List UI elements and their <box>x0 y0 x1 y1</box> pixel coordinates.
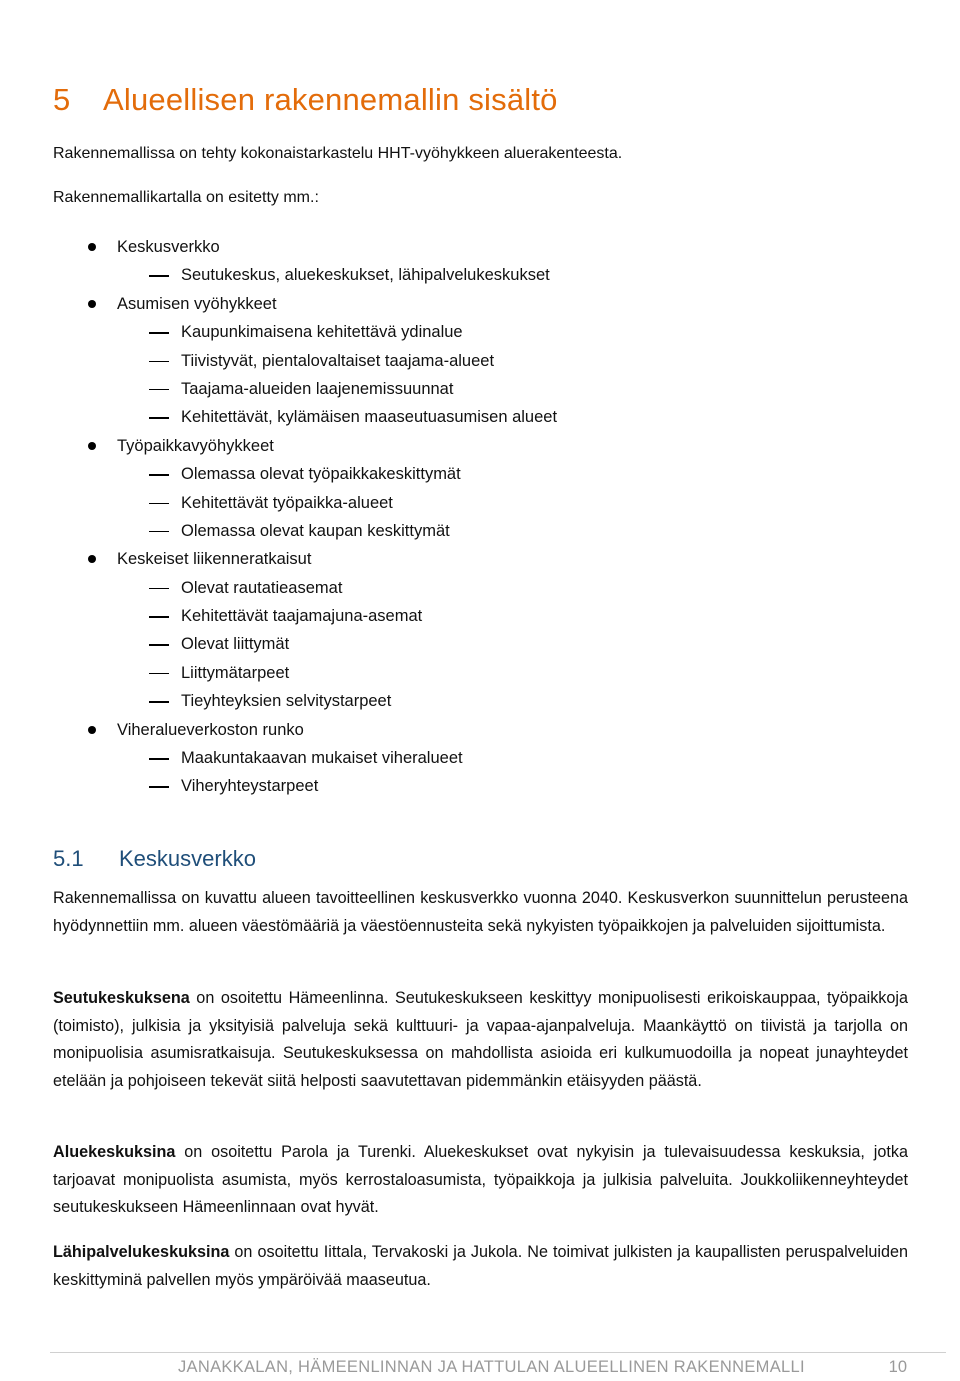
dash-icon <box>149 474 169 476</box>
sub-list-item: Maakuntakaavan mukaiset viheralueet <box>53 744 908 772</box>
section-heading <box>53 82 558 118</box>
bullet-icon <box>88 555 96 563</box>
dash-icon <box>149 644 169 646</box>
dash-icon <box>149 417 169 419</box>
page-number: 10 <box>888 1358 907 1376</box>
section-number: 5 <box>53 82 71 117</box>
list-item: Työpaikkavyöhykkeet <box>53 432 908 460</box>
section-title: Alueellisen rakennemallin sisältö <box>103 82 558 117</box>
dash-icon <box>149 616 169 618</box>
sub-list-item: Kehitettävät taajamajuna-asemat <box>53 602 908 630</box>
bullet-icon <box>88 243 96 251</box>
subsection-number: 5.1 <box>53 846 84 871</box>
term-aluekeskus: Aluekeskuksina <box>53 1143 176 1161</box>
sub-list-item: Kehitettävät työpaikka-alueet <box>53 489 908 517</box>
intro-paragraph-2: Rakennemallikartalla on esitetty mm.: <box>53 189 319 206</box>
bullet-icon <box>88 442 96 450</box>
dash-icon <box>149 531 169 533</box>
dash-icon <box>149 275 169 277</box>
subsection-title: Keskusverkko <box>119 846 256 871</box>
list-item: Keskeiset liikenneratkaisut <box>53 545 908 573</box>
sub-list-item: Seutukeskus, aluekeskukset, lähipalvelukeskukset <box>53 261 908 289</box>
sub-list-item: Tieyhteyksien selvitystarpeet <box>53 687 908 715</box>
subsection-heading <box>53 846 256 872</box>
dash-icon <box>149 701 169 703</box>
sub-list-item: Tiivistyvät, pientalovaltaiset taajama-alueet <box>53 347 908 375</box>
dash-icon <box>149 588 169 590</box>
sub-list-item: Liittymätarpeet <box>53 659 908 687</box>
term-seutukeskus: Seutukeskuksena <box>53 989 190 1007</box>
list-item: Viheralueverkoston runko <box>53 716 908 744</box>
paragraph-keskusverkko: Rakennemallissa on kuvattu alueen tavoitteellinen keskusverkko vuonna 2040. Keskusverkon suunnittelun perusteena hyödynnettiin mm. alueen väestömääriä ja väestöennusteita sekä nykyisten työpaikkojen ja palveluiden sijoittumista. <box>53 889 908 935</box>
sub-list-item: Kaupunkimaisena kehitettävä ydinalue <box>53 318 908 346</box>
sub-list-item: Olemassa olevat kaupan keskittymät <box>53 517 908 545</box>
bullet-icon <box>88 726 96 734</box>
intro-paragraph-1: Rakennemallissa on tehty kokonaistarkastelu HHT-vyöhykkeen aluerakenteesta. <box>53 145 623 162</box>
dash-icon <box>149 389 169 391</box>
sub-list-item: Taajama-alueiden laajenemissuunnat <box>53 375 908 403</box>
dash-icon <box>149 332 169 334</box>
sub-list-item: Olevat rautatieasemat <box>53 574 908 602</box>
sub-list-item: Viheryhteystarpeet <box>53 772 908 800</box>
paragraph-aluekeskus: Aluekeskuksina on osoitettu Parola ja Turenki. Aluekeskukset ovat nykyisin ja tulevaisuudessa keskuksia, jotka tarjoavat monipuolista asumista, myös kerrostaloasumista, työpaikkoja ja julkisia palveluita. Joukkoliikenneyhteydet seutukeskukseen Hämeenlinnaan ovat hyvät. <box>53 1143 908 1216</box>
footer-divider <box>50 1352 946 1353</box>
sub-list-item: Olevat liittymät <box>53 630 908 658</box>
dash-icon <box>149 361 169 363</box>
dash-icon <box>149 786 169 788</box>
bullet-icon <box>88 300 96 308</box>
content-list <box>53 233 908 801</box>
dash-icon <box>149 673 169 675</box>
term-lahipalvelukeskus: Lähipalvelukeskuksina <box>53 1243 230 1261</box>
list-item: Asumisen vyöhykkeet <box>53 290 908 318</box>
dash-icon <box>149 503 169 505</box>
sub-list-item: Kehitettävät, kylämäisen maaseutuasumisen alueet <box>53 403 908 431</box>
paragraph-seutukeskus: Seutukeskuksena on osoitettu Hämeenlinna. Seutukeskukseen keskittyy monipuolisesti erikoiskauppaa, työpaikkoja (toimisto), julkisia ja yksityisiä palveluja sekä kulttuuri- ja vapaa-ajanpalveluja. Maankäyttö on tiivistä ja tarjolla on monipuolisia asumisratkaisuja. Seutukeskuksessa on mahdollista asioida eri kulkumuodoilla ja nopeat junayhteydet etelään ja pohjoiseen tekevät siitä helposti saavutettavan pidemmänkin etäisyyden päästä. <box>53 989 908 1090</box>
footer-title: JANAKKALAN, HÄMEENLINNAN JA HATTULAN ALUEELLINEN RAKENNEMALLI <box>178 1358 805 1376</box>
list-item: Keskusverkko <box>53 233 908 261</box>
sub-list-item: Olemassa olevat työpaikkakeskittymät <box>53 460 908 488</box>
paragraph-lahipalvelukeskus: Lähipalvelukeskuksina on osoitettu Iittala, Tervakoski ja Jukola. Ne toimivat julkisten ja kaupallisten peruspalveluiden keskittyminä palvellen myös ympäröivää maaseutua. <box>53 1243 908 1289</box>
dash-icon <box>149 758 169 760</box>
